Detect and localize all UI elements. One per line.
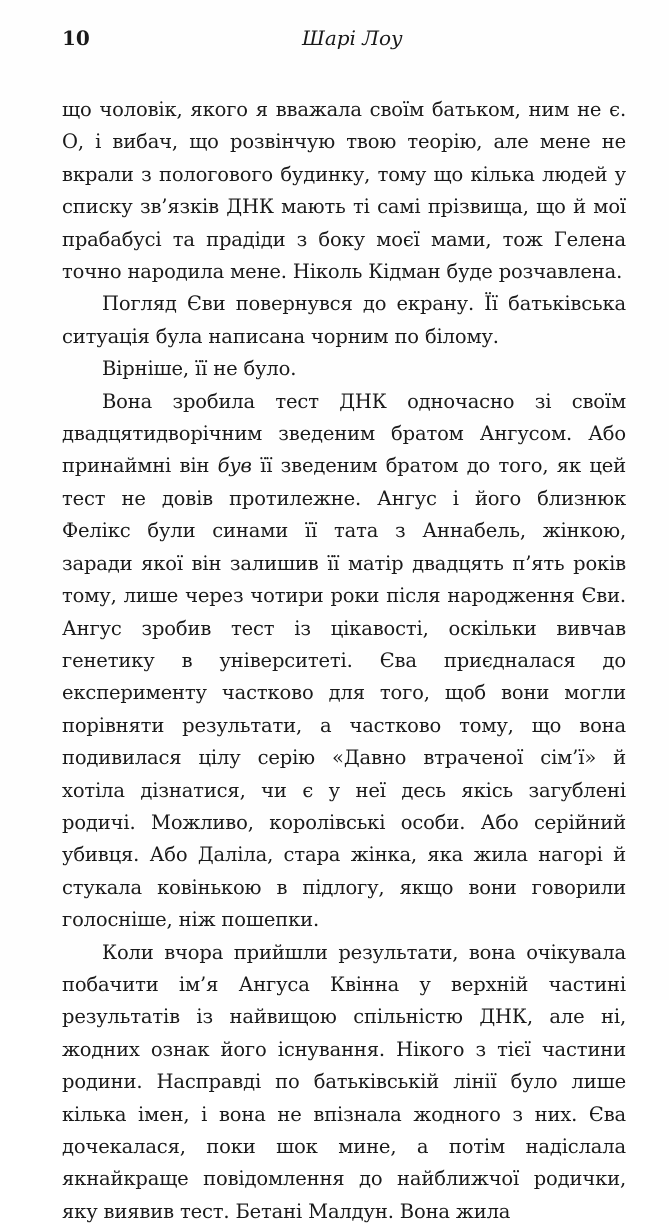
emphasis-word: був	[217, 454, 252, 478]
paragraph	[62, 386, 626, 937]
paragraph-text: її зведеним братом до того, як цей тест не довів протилежне. Ангус і його близнюк Фелікс були синами її тата з Аннабель, жінкою, заради якої він залишив її матір двадцять п’ять років тому, лише через чотири роки після народження Єви. Ангус зробив тест із цікавості, оскільки вивчав генетику в університеті. Єва приєдналася до експерименту частково для того, щоб вони могли порівняти результати, а частково тому, що вона подивилася цілу серію «Давно втраченої сім’ї» й хотіла дізнатися, чи є у неї десь якісь загублені родичі. Можливо, королівські особи. Або серійний убивця. Або Даліла, стара жінка, яка жила нагорі й стукала ковінькою в підлогу, якщо вони говорили голосніше, ніж пошепки.	[62, 454, 626, 932]
page-number: 10	[62, 26, 90, 50]
paragraph: Погляд Єви повернувся до екрану. Її батьківська ситуація була написана чорним по білому.	[62, 292, 626, 348]
paragraph-continuation: що чоловік, якого я вважала своїм батьком, ним не є. О, і вибач, що розвінчую твою теорію, але мене не вкрали з пологового будинку, тому що кілька людей у списку зв’язків ДНК мають ті самі прізвища, що й мої прабабусі та прадіди з боку моєї мами, тож Гелена точно народила мене. Ніколь Кідман буде розчавлена.	[62, 98, 626, 284]
running-head	[62, 24, 626, 52]
paragraph: Коли вчора прийшли результати, вона очікувала побачити ім’я Ангуса Квінна у верхній частині результатів із найвищою спільністю ДНК, але ні, жодних ознак його існування. Нікого з тієї частини родини. Насправді по батьківській лінії було лише кілька імен, і вона не впізнала жодного з них. Єва дочекалася, поки шок мине, а потім надіслала якнайкраще повідомлення до найближчої родички, яку виявив тест. Бетані Малдун. Вона жила	[62, 940, 626, 1223]
paragraph-text: Вона зробила тест ДНК одночасно зі своїм двадцятидворічним зведеним братом Ангусом. Або принаймні він	[62, 389, 626, 478]
body-text	[62, 94, 626, 1228]
paragraph: Вірніше, її не було.	[102, 357, 297, 381]
running-title: Шарі Лоу	[302, 26, 403, 50]
